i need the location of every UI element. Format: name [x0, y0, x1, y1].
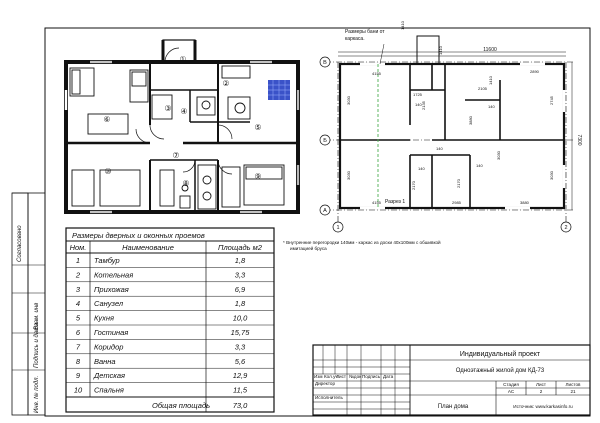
room-label-3: ③ [164, 104, 172, 113]
stamp-project-type: Индивидуальный проект [459, 351, 541, 358]
stamp-executor: Исполнитель [315, 395, 343, 400]
table-cell-num: 7 [75, 342, 81, 352]
dim-text: 1410 [438, 46, 443, 55]
dim-text: 2890 [530, 69, 539, 74]
axis-label-a: А [323, 208, 327, 214]
table-cell-area: 15,75 [230, 328, 250, 337]
dim-text: 3030 [496, 151, 501, 160]
room-label-1: ① [179, 55, 187, 64]
table-cell-area: 1,8 [234, 256, 246, 265]
stamp-header-podp: Подпись [362, 374, 381, 379]
room-label-6: ⑥ [103, 115, 111, 124]
table-cell-num: 9 [75, 371, 81, 381]
table-cell-area: 1,8 [234, 299, 246, 309]
dim-text: 3030 [346, 171, 351, 180]
stamp-sheet-value: 2 [539, 389, 543, 394]
room-label-7: ⑦ [172, 151, 180, 160]
room-label-10: ⑩ [104, 167, 112, 176]
dim-text: 3880 [468, 116, 473, 125]
table-cell-num: 5 [75, 313, 81, 323]
table-cell-area: 11,5 [232, 385, 248, 395]
table-header-name: Наименование [122, 243, 174, 252]
table-cell-name: Коридор [94, 342, 124, 352]
side-inv-podl: Инв. № подл. [34, 375, 40, 413]
note-line-1: * Внутренние перегородки 140мм - каркас из доски 40х100мм с обшивкой [283, 240, 441, 245]
table-cell-num: 2 [75, 270, 81, 280]
dim-text: 2170 [411, 181, 416, 190]
side-vzam-inv: Взам. инв [34, 302, 40, 330]
axis-label-2: 2 [564, 225, 568, 231]
axis-label-b: Б [323, 138, 327, 144]
table-cell-area: 12,9 [232, 371, 248, 381]
table-cell-num: 10 [73, 385, 83, 395]
table-title: Размеры дверных и оконных проемов [72, 231, 205, 240]
room-label-8: ⑧ [182, 179, 190, 188]
dim-text: 140 [415, 102, 422, 107]
dim-text: 4155 [372, 71, 381, 76]
table-cell-num: 4 [75, 299, 81, 309]
stamp-header-ndok: №док [349, 374, 362, 379]
dim-text: 3880 [520, 200, 529, 205]
stamp-header-data: Дата [383, 374, 394, 379]
dim-text: 1410 [400, 21, 405, 30]
table-cell-name: Детская [94, 371, 125, 381]
table-total-label: Общая площадь [152, 401, 211, 410]
table-cell-area: 3,3 [234, 270, 246, 280]
table-cell-name: Котельная [94, 270, 134, 280]
table-cell-num: 6 [75, 328, 81, 337]
dim-text: 2135 [421, 101, 426, 110]
dim-text: 140 [476, 163, 483, 168]
room-label-9: ⑨ [254, 172, 262, 181]
table-cell-num: 8 [75, 356, 81, 366]
table-cell-num: 1 [75, 256, 81, 265]
stamp-header-kol: Кол.уч [324, 374, 338, 379]
dim-total-width: 11600 [483, 47, 497, 53]
stamp-stage-value: АС [507, 389, 515, 394]
dim-text: 3030 [549, 171, 554, 180]
table-cell-num: 3 [75, 284, 81, 294]
stamp-source: Источник: www.karkasinfo.ru [513, 404, 573, 409]
table-total-value: 73,0 [232, 401, 248, 410]
dim-text: 2985 [452, 200, 461, 205]
table-header-num: Ном. [69, 243, 87, 252]
room-label-4: ④ [180, 107, 188, 116]
table-cell-name: Ванна [94, 356, 116, 366]
stamp-drawing-title: План дома [437, 404, 469, 410]
stamp-director: Директор [315, 381, 336, 386]
dim-text: 1410 [488, 76, 493, 85]
dim-text: 140 [418, 166, 425, 171]
note-line-2: имитацией бруса [290, 246, 327, 251]
dim-text: 140 [488, 104, 495, 109]
stamp-header-list: Лист [336, 374, 346, 379]
dim-text: 140 [436, 146, 443, 151]
table-header-area: Площадь м2 [218, 243, 262, 252]
stamp-sheets-label: Листов [565, 382, 581, 387]
section-label: Разрез 1 [385, 199, 406, 205]
dim-text: 2105 [478, 86, 487, 91]
kitchen-tile-block [268, 80, 290, 100]
stamp-sheets-value: 21 [570, 389, 576, 394]
table-cell-area: 5,6 [234, 356, 246, 366]
table-cell-name: Спальня [94, 385, 124, 395]
dimension-plan [320, 36, 575, 232]
axis-label-v: В [323, 60, 327, 66]
dim-text: 2745 [549, 96, 554, 105]
dim-text: 3030 [346, 96, 351, 105]
table-cell-name: Санузел [94, 299, 124, 309]
dim-text: 4155 [372, 200, 381, 205]
side-soglasovano: Согласовано [17, 225, 23, 262]
stamp-stage-label: Стадия [503, 382, 519, 387]
room-label-2: ② [222, 79, 230, 88]
table-cell-area: 10,0 [232, 313, 248, 323]
table-cell-area: 3,3 [234, 342, 246, 352]
axis-label-1: 1 [336, 225, 340, 231]
dim-total-height: 7300 [576, 134, 582, 146]
dim-text: 1725 [413, 92, 422, 97]
table-cell-name: Гостиная [94, 328, 129, 337]
table-cell-name: Прихожая [94, 284, 129, 294]
dim-text: 2170 [456, 179, 461, 188]
right-plan-label-2: каркаса. [345, 36, 365, 42]
table-cell-name: Тамбур [94, 256, 120, 265]
table-cell-name: Кухня [94, 313, 114, 323]
side-podp-data: Подпись и дата [34, 322, 40, 368]
stamp-sheet-label: Лист [536, 382, 546, 387]
room-label-5: ⑤ [254, 123, 262, 132]
side-stamp [12, 193, 45, 415]
stamp-project-name: Одноэтажный жилой дом КД-73 [455, 368, 545, 374]
table-cell-area: 6,9 [234, 284, 246, 294]
right-plan-label-1: Размеры бани от [345, 29, 385, 35]
stamp-header-izm: Изм [314, 374, 323, 379]
